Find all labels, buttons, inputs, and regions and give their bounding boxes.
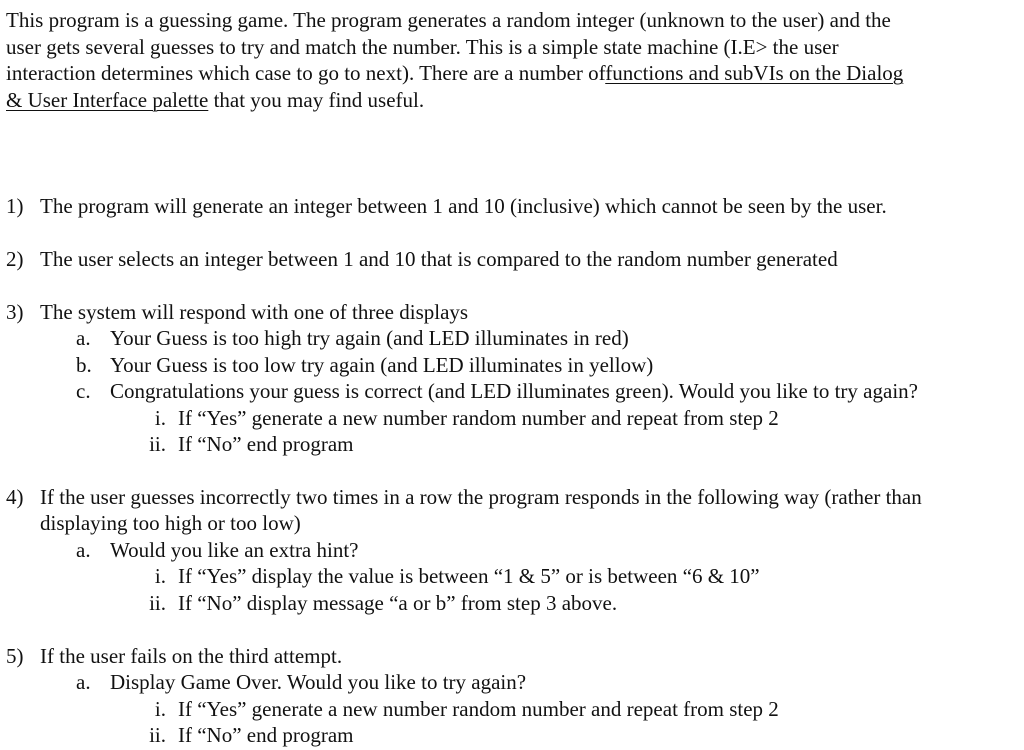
palette-link-part-1[interactable]: functions and subVIs on the Dialog [605, 61, 904, 85]
step-4a-text: Would you like an extra hint? [110, 538, 359, 562]
step-4a-i-text: If “Yes” display the value is between “1 & 5” or is between “6 & 10” [178, 564, 760, 588]
step-5a-ii-text: If “No” end program [178, 723, 354, 747]
step-3c-ii-text: If “No” end program [178, 432, 354, 456]
step-3b-text: Your Guess is too low try again (and LED illuminates in yellow) [110, 353, 654, 377]
step-4a-i-roman: i. [154, 564, 166, 588]
step-3c-letter: c. [76, 379, 91, 403]
step-4a-ii-roman: ii. [149, 591, 166, 615]
intro-line-1: This program is a guessing game. The program generates a random integer (unknown to the user) and the [6, 8, 891, 32]
step-4a-ii-text: If “No” display message “a or b” from step 3 above. [178, 591, 618, 615]
palette-link-part-2[interactable]: & User Interface palette [6, 88, 209, 112]
step-5a-text: Display Game Over. Would you like to try again? [110, 670, 527, 694]
intro-line-2: user gets several guesses to try and match the number. This is a simple state machine (I.E> the user [6, 35, 839, 59]
step-4-text-line-1: If the user guesses incorrectly two times in a row the program responds in the following way (rather than [40, 485, 922, 509]
step-3a-text: Your Guess is too high try again (and LED illuminates in red) [110, 326, 629, 350]
step-3c-i-roman: i. [154, 406, 166, 430]
step-4-text-line-2: displaying too high or too low) [40, 511, 301, 535]
step-3a-letter: a. [76, 326, 91, 350]
step-1-text: The program will generate an integer between 1 and 10 (inclusive) which cannot be seen by the user. [40, 194, 887, 218]
step-3c-i-text: If “Yes” generate a new number random number and repeat from step 2 [178, 406, 779, 430]
intro-line-4 [6, 87, 424, 113]
step-5a-letter: a. [76, 670, 91, 694]
step-3c-ii-roman: ii. [149, 432, 166, 456]
step-3-number: 3) [6, 300, 24, 324]
step-5a-ii-roman: ii. [149, 723, 166, 747]
step-5-number: 5) [6, 644, 24, 668]
step-1-number: 1) [6, 194, 24, 218]
step-2-number: 2) [6, 247, 24, 271]
step-5a-i-roman: i. [154, 697, 166, 721]
step-3c-text: Congratulations your guess is correct (and LED illuminates green). Would you like to try again? [110, 379, 918, 403]
intro-line-3-text: interaction determines which case to go to next). There are a number of [6, 61, 606, 85]
step-3b-letter: b. [76, 353, 92, 377]
intro-line-4-text: that you may find useful. [208, 88, 425, 112]
step-5-text: If the user fails on the third attempt. [40, 644, 343, 668]
intro-line-3 [6, 60, 903, 86]
step-4a-letter: a. [76, 538, 91, 562]
step-2-text: The user selects an integer between 1 and 10 that is compared to the random number generated [40, 247, 838, 271]
step-3-text: The system will respond with one of three displays [40, 300, 469, 324]
step-4-number: 4) [6, 485, 24, 509]
step-5a-i-text: If “Yes” generate a new number random number and repeat from step 2 [178, 697, 779, 721]
